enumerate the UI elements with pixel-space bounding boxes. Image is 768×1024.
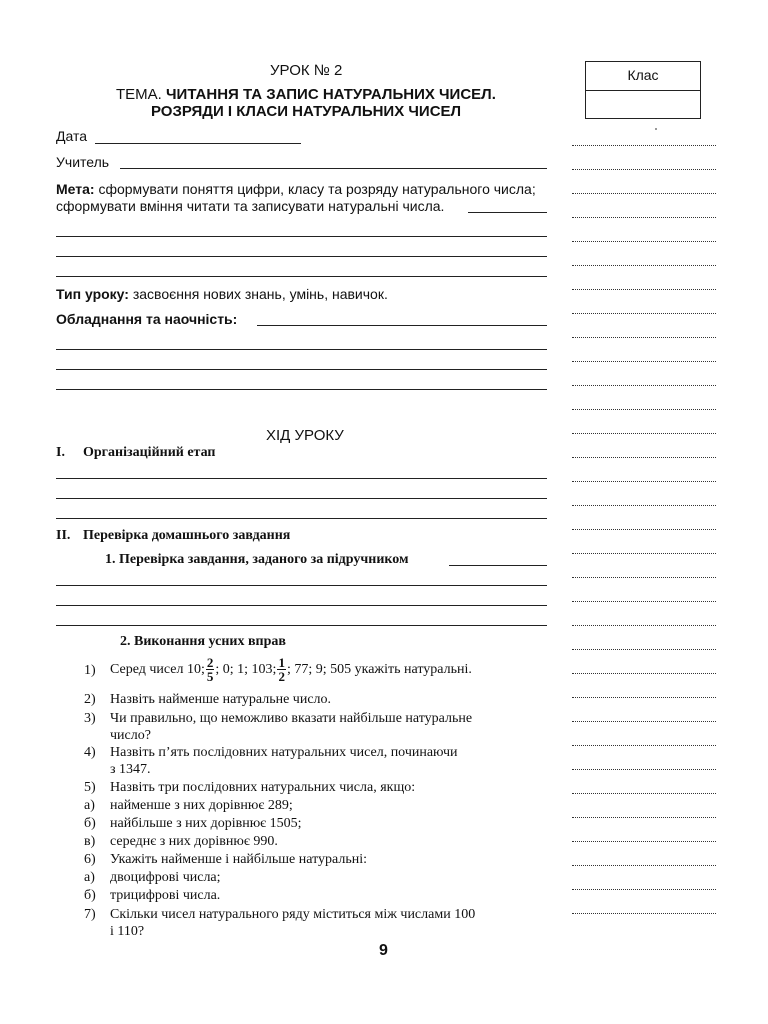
course-title: ХІД УРОКУ <box>266 427 344 444</box>
q4-text-line-2: з 1347. <box>110 762 151 777</box>
equipment-field[interactable] <box>257 325 547 326</box>
q5a-letter: а) <box>84 798 95 813</box>
q6a-text: двоцифрові числа; <box>110 870 221 885</box>
margin-note-line[interactable] <box>572 673 716 674</box>
stage-1-title: Організаційний етап <box>83 445 216 460</box>
q5b-letter: б) <box>84 816 96 831</box>
margin-note-line[interactable] <box>572 865 716 866</box>
lesson-type-text: засвоєння нових знань, умінь, навичок. <box>132 286 388 302</box>
page-number: 9 <box>379 942 388 959</box>
q1-text-c: ; 77; 9; 505 укажіть натуральні. <box>286 661 472 677</box>
q6a-letter: а) <box>84 870 95 885</box>
stage-2-title: Перевірка домашнього завдання <box>83 528 291 543</box>
goal-field-tail[interactable] <box>468 212 547 213</box>
q1-fraction-2 <box>277 656 286 683</box>
margin-note-line[interactable] <box>572 913 716 914</box>
q7-number: 7) <box>84 907 96 922</box>
q1-text-a: Серед чисел 10; <box>110 661 205 677</box>
margin-note-line[interactable] <box>572 289 716 290</box>
margin-note-line[interactable] <box>572 529 716 530</box>
margin-note-line[interactable] <box>572 721 716 722</box>
margin-note-line[interactable] <box>572 601 716 602</box>
q1-fraction-1-denominator: 5 <box>206 668 214 684</box>
margin-note-line[interactable] <box>572 841 716 842</box>
topic-title-1: ЧИТАННЯ ТА ЗАПИС НАТУРАЛЬНИХ ЧИСЕЛ. <box>166 86 496 103</box>
margin-note-line[interactable] <box>572 265 716 266</box>
subsection-1-blank-line-3[interactable] <box>56 625 547 626</box>
stage-1-num: I. <box>56 445 65 460</box>
date-label: Дата <box>56 128 88 144</box>
stage-1-blank-line-3[interactable] <box>56 518 547 519</box>
margin-note-line[interactable] <box>572 625 716 626</box>
topic-prefix: ТЕМА. <box>116 86 162 103</box>
goal-label: Мета: <box>56 181 95 197</box>
q5a-text: найменше з них дорівнює 289; <box>110 798 293 813</box>
speck <box>655 128 657 130</box>
q2-number: 2) <box>84 692 96 707</box>
q1-fraction-1 <box>206 656 215 683</box>
margin-note-line[interactable] <box>572 649 716 650</box>
teacher-field[interactable] <box>120 168 547 169</box>
margin-note-line[interactable] <box>572 169 716 170</box>
stage-2-num: II. <box>56 528 71 543</box>
q4-text-line-1: Назвіть п’ять послідовних натуральних чисел, починаючи <box>110 745 458 760</box>
margin-note-line[interactable] <box>572 505 716 506</box>
q6-text: Укажіть найменше і найбільше натуральні: <box>110 852 368 867</box>
margin-note-line[interactable] <box>572 385 716 386</box>
class-value-cell[interactable] <box>586 91 700 118</box>
margin-note-line[interactable] <box>572 553 716 554</box>
q2-text: Назвіть найменше натуральне число. <box>110 692 332 707</box>
lesson-type-line <box>56 286 388 303</box>
margin-note-line[interactable] <box>572 793 716 794</box>
q5-number: 5) <box>84 780 96 795</box>
margin-note-line[interactable] <box>572 745 716 746</box>
margin-note-line[interactable] <box>572 193 716 194</box>
margin-note-line[interactable] <box>572 313 716 314</box>
goal-blank-line-1[interactable] <box>56 236 547 237</box>
q1-text-b: ; 0; 1; 103; <box>215 661 277 677</box>
q1-fraction-2-denominator: 2 <box>278 668 285 684</box>
equipment-blank-line-2[interactable] <box>56 369 547 370</box>
class-box <box>585 61 701 119</box>
margin-note-line[interactable] <box>572 409 716 410</box>
margin-note-line[interactable] <box>572 697 716 698</box>
topic-title-2: РОЗРЯДИ І КЛАСИ НАТУРАЛЬНИХ ЧИСЕЛ <box>151 103 462 120</box>
subsection-1-field[interactable] <box>449 565 547 566</box>
margin-note-line[interactable] <box>572 577 716 578</box>
q5c-text: середнє з них дорівнює 990. <box>110 834 278 849</box>
q1-fraction-2-numerator: 1 <box>278 654 285 670</box>
q5b-text: найбільше з них дорівнює 1505; <box>110 816 302 831</box>
q5c-letter: в) <box>84 834 96 849</box>
margin-note-line[interactable] <box>572 457 716 458</box>
margin-note-line[interactable] <box>572 817 716 818</box>
goal-text-2: сформувати вміння читати та записувати натуральні числа. <box>56 198 445 214</box>
q1-number: 1) <box>84 663 96 678</box>
teacher-label: Учитель <box>56 154 110 170</box>
q7-text-line-1: Скільки чисел натурального ряду міститься між числами 100 <box>110 907 476 922</box>
subsection-1-blank-line-2[interactable] <box>56 605 547 606</box>
topic-line-1 <box>116 86 496 104</box>
margin-note-line[interactable] <box>572 433 716 434</box>
lesson-type-label: Тип уроку: <box>56 286 129 302</box>
subsection-1-title: 1. Перевірка завдання, заданого за підручником <box>105 552 409 567</box>
q3-number: 3) <box>84 711 96 726</box>
margin-note-line[interactable] <box>572 361 716 362</box>
lesson-number: УРОК № 2 <box>270 62 343 79</box>
stage-1-blank-line-2[interactable] <box>56 498 547 499</box>
q3-text-line-1: Чи правильно, що неможливо вказати найбільше натуральне <box>110 711 473 726</box>
equipment-blank-line-1[interactable] <box>56 349 547 350</box>
margin-note-line[interactable] <box>572 145 716 146</box>
equipment-label: Обладнання та наочність: <box>56 311 238 327</box>
date-field[interactable] <box>95 143 301 144</box>
goal-line-1 <box>56 181 536 198</box>
class-label: Клас <box>586 62 700 91</box>
q4-number: 4) <box>84 745 96 760</box>
stage-1-blank-line-1[interactable] <box>56 478 547 479</box>
goal-blank-line-2[interactable] <box>56 256 547 257</box>
q6b-text: трицифрові числа. <box>110 888 221 903</box>
margin-note-line[interactable] <box>572 889 716 890</box>
margin-note-line[interactable] <box>572 769 716 770</box>
q1-text <box>110 652 558 686</box>
equipment-blank-line-3[interactable] <box>56 389 547 390</box>
q7-text-line-2: і 110? <box>110 924 145 939</box>
goal-text-1: сформувати поняття цифри, класу та розряду натурального числа; <box>98 181 536 197</box>
q6b-letter: б) <box>84 888 96 903</box>
margin-note-line[interactable] <box>572 217 716 218</box>
goal-blank-line-3[interactable] <box>56 276 547 277</box>
margin-note-line[interactable] <box>572 481 716 482</box>
q6-number: 6) <box>84 852 96 867</box>
q5-text: Назвіть три послідовних натуральних числа, якщо: <box>110 780 416 795</box>
subsection-2-title: 2. Виконання усних вправ <box>120 634 286 649</box>
subsection-1-blank-line-1[interactable] <box>56 585 547 586</box>
margin-note-line[interactable] <box>572 241 716 242</box>
q3-text-line-2: число? <box>110 728 151 743</box>
margin-note-line[interactable] <box>572 337 716 338</box>
q1-fraction-1-numerator: 2 <box>206 654 214 670</box>
